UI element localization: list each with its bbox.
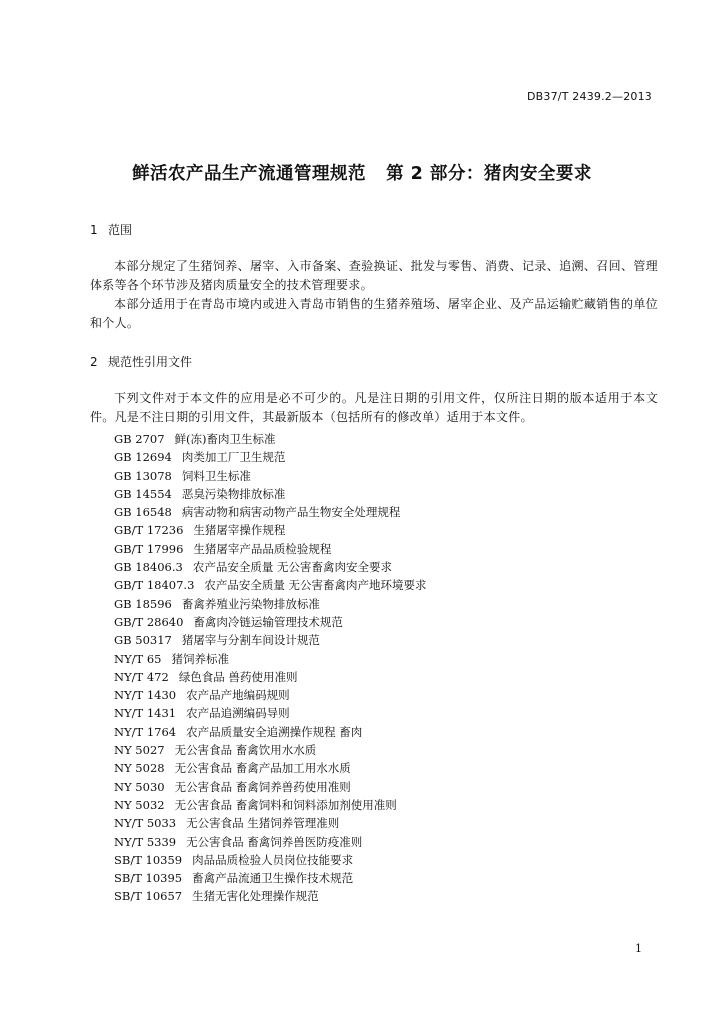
- reference-code: GB 12694: [114, 450, 172, 465]
- reference-title: 绿色食品 兽药使用准则: [178, 669, 298, 684]
- reference-item: [114, 631, 427, 649]
- reference-item: [114, 704, 427, 722]
- reference-code: NY 5027: [114, 743, 165, 758]
- reference-code: NY 5030: [114, 779, 165, 794]
- reference-item: [114, 650, 427, 668]
- section-number: 2: [90, 355, 98, 369]
- reference-item: [114, 521, 427, 539]
- reference-code: GB/T 17236: [114, 523, 184, 538]
- reference-item: [114, 778, 427, 796]
- reference-title: 肉类加工厂卫生规范: [181, 450, 286, 465]
- reference-item: [114, 759, 427, 777]
- reference-title: 生猪屠宰产品品质检验规程: [193, 541, 332, 556]
- reference-title: 生猪无害化处理操作规范: [192, 889, 319, 904]
- document-title: [0, 160, 724, 185]
- reference-code: NY/T 65: [114, 651, 162, 666]
- section-number: 1: [90, 223, 98, 237]
- reference-title: 生猪屠宰操作规程: [193, 523, 286, 538]
- reference-code: GB/T 28640: [114, 614, 184, 629]
- reference-code: NY 5032: [114, 797, 165, 812]
- reference-code: NY/T 1764: [114, 724, 177, 739]
- reference-title: 无公害食品 畜禽饮用水水质: [174, 743, 317, 758]
- reference-item: [114, 723, 427, 741]
- reference-title: 猪屠宰与分割车间设计规范: [181, 633, 320, 648]
- reference-item: [114, 814, 427, 832]
- scope-paragraph-2: 本部分适用于在青岛市境内或进入青岛市销售的生猪养殖场、屠宰企业、及产品运输贮藏销售的单位和个人。: [90, 297, 658, 330]
- reference-title: 农产品安全质量 无公害畜禽肉安全要求: [192, 560, 393, 575]
- section-title: 规范性引用文件: [108, 355, 193, 369]
- reference-code: NY 5028: [114, 761, 165, 776]
- reference-item: [114, 576, 427, 594]
- reference-title: 无公害食品 畜禽饲养兽医防疫准则: [186, 834, 363, 849]
- reference-code: GB 18406.3: [114, 560, 183, 575]
- reference-title: 鲜(冻)畜肉卫生标准: [174, 432, 276, 446]
- reference-title: 恶臭污染物排放标准: [181, 486, 286, 501]
- references-intro-paragraph: 下列文件对于本文件的应用是必不可少的。凡是注日期的引用文件，仅所注日期的版本适用于本文件。凡是不注日期的引用文件，其最新版本（包括所有的修改单）适用于本文件。: [90, 391, 658, 424]
- reference-item: [114, 430, 427, 448]
- reference-title: 农产品追溯编码导则: [186, 706, 290, 721]
- reference-code: NY/T 5033: [114, 816, 177, 831]
- reference-title: 饲料卫生标准: [181, 468, 251, 483]
- section-1-heading: [90, 221, 132, 238]
- reference-title: 畜禽肉冷链运输管理技术规范: [193, 614, 343, 629]
- reference-code: GB 2707: [114, 432, 165, 446]
- reference-item: [114, 741, 427, 759]
- reference-title: 无公害食品 畜禽产品加工用水水质: [174, 761, 351, 776]
- reference-title: 畜禽养殖业污染物排放标准: [181, 596, 320, 611]
- reference-code: SB/T 10395: [114, 871, 183, 886]
- reference-item: [114, 613, 427, 631]
- reference-title: 无公害食品 生猪饲养管理准则: [186, 816, 340, 831]
- reference-title: 肉品品质检验人员岗位技能要求: [192, 852, 354, 867]
- reference-item: [114, 448, 427, 466]
- reference-item: [114, 686, 427, 704]
- reference-code: GB 13078: [114, 468, 172, 483]
- page-number: 1: [635, 942, 642, 955]
- reference-item: [114, 851, 427, 869]
- reference-title: 畜禽产品流通卫生操作技术规范: [192, 871, 354, 886]
- reference-item: [114, 540, 427, 558]
- section-2-heading: [90, 353, 192, 370]
- title-main: 鲜活农产品生产流通管理规范: [132, 164, 367, 184]
- reference-code: GB 50317: [114, 633, 172, 648]
- reference-code: GB 16548: [114, 505, 172, 520]
- reference-item: [114, 595, 427, 613]
- reference-item: [114, 485, 427, 503]
- reference-title: 猪饲养标准: [171, 651, 229, 666]
- reference-title: 病害动物和病害动物产品生物安全处理规程: [181, 505, 401, 520]
- reference-title: 农产品产地编码规则: [186, 688, 290, 703]
- reference-code: NY/T 472: [114, 669, 169, 684]
- reference-item: [114, 887, 427, 905]
- scope-paragraph-1: 本部分规定了生猪饲养、屠宰、入市备案、查验换证、批发与零售、消费、记录、追溯、召回、管理体系等各个环节涉及猪肉质量安全的技术管理要求。: [90, 259, 658, 292]
- reference-code: GB 14554: [114, 486, 172, 501]
- reference-title: 农产品安全质量 无公害畜禽肉产地环境要求: [204, 578, 427, 593]
- reference-item: [114, 796, 427, 814]
- normative-references-list: [114, 430, 427, 906]
- reference-code: SB/T 10657: [114, 889, 183, 904]
- reference-code: GB/T 18407.3: [114, 578, 195, 593]
- reference-item: [114, 668, 427, 686]
- reference-item: [114, 833, 427, 851]
- reference-title: 农产品质量安全追溯操作规程 畜肉: [186, 724, 363, 739]
- reference-item: [114, 467, 427, 485]
- section-title: 范围: [108, 223, 133, 237]
- reference-code: NY/T 1431: [114, 706, 177, 721]
- reference-code: GB 18596: [114, 596, 172, 611]
- reference-item: [114, 869, 427, 887]
- reference-item: [114, 503, 427, 521]
- document-code: DB37/T 2439.2—2013: [526, 90, 652, 103]
- reference-code: NY/T 5339: [114, 834, 177, 849]
- reference-title: 无公害食品 畜禽饲料和饲料添加剂使用准则: [174, 797, 397, 812]
- reference-code: GB/T 17996: [114, 541, 184, 556]
- reference-code: NY/T 1430: [114, 688, 177, 703]
- reference-code: SB/T 10359: [114, 852, 183, 867]
- title-part: 第 2 部分：猪肉安全要求: [386, 164, 592, 184]
- reference-title: 无公害食品 畜禽饲养兽药使用准则: [174, 779, 351, 794]
- reference-item: [114, 558, 427, 576]
